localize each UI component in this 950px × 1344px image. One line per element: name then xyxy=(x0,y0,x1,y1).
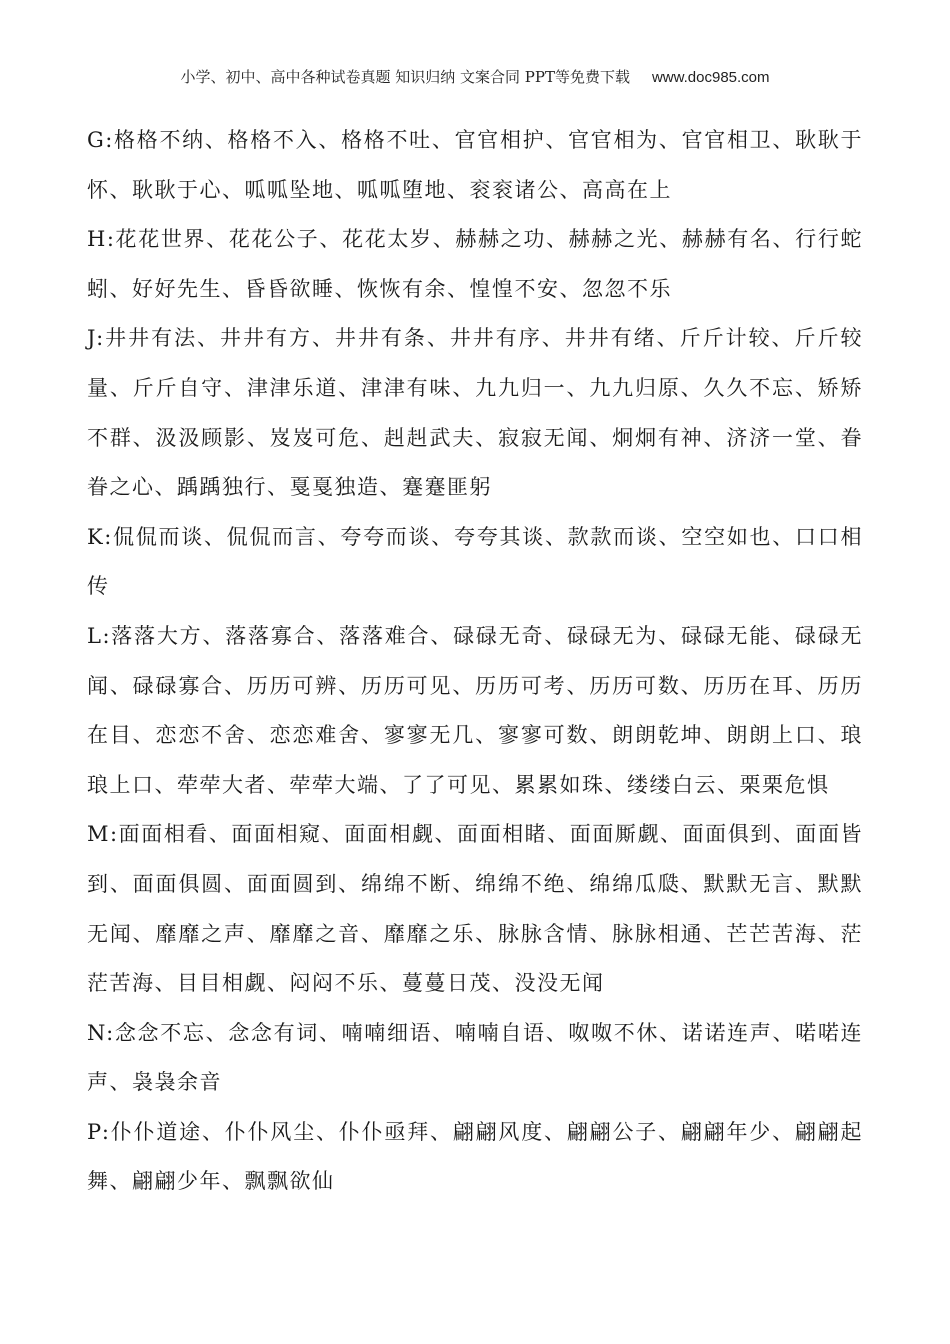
paragraph-p: P:仆仆道途、仆仆风尘、仆仆亟拜、翩翩风度、翩翩公子、翩翩年少、翩翩起舞、翩翩少年、飘飘欲仙 xyxy=(87,1119,863,1194)
paragraph-n: N:念念不忘、念念有词、喃喃细语、喃喃自语、呶呶不休、诺诺连声、喏喏连声、袅袅余音 xyxy=(87,1020,863,1095)
paragraph-l: L:落落大方、落落寡合、落落难合、碌碌无奇、碌碌无为、碌碌无能、碌碌无闻、碌碌寡合、历历可辨、历历可见、历历可考、历历可数、历历在耳、历历在目、恋恋不舍、恋恋难舍、寥寥无几、寥寥可数、朗朗乾坤、朗朗上口、琅琅上口、荦荦大者、荦荦大端、了了可见、累累如珠、缕缕白云、栗栗危惧 xyxy=(87,623,863,797)
document-body xyxy=(87,116,863,1207)
paragraph-h: H:花花世界、花花公子、花花太岁、赫赫之功、赫赫之光、赫赫有名、行行蛇蚓、好好先生、昏昏欲睡、恢恢有余、惶惶不安、忽忽不乐 xyxy=(87,227,863,301)
paragraph-g: G:格格不纳、格格不入、格格不吐、官官相护、官官相为、官官相卫、耿耿于怀、耿耿于心、呱呱坠地、呱呱堕地、衮衮诸公、高高在上 xyxy=(87,128,863,202)
paragraph-j: J:井井有法、井井有方、井井有条、井井有序、井井有绪、斤斤计较、斤斤较量、斤斤自守、津津乐道、津津有味、九九归一、九九归原、久久不忘、矫矫不群、汲汲顾影、岌岌可危、赳赳武夫、寂寂无闻、炯炯有神、济济一堂、眷眷之心、踽踽独行、戛戛独造、蹇蹇匪躬 xyxy=(87,326,863,500)
header-text: 小学、初中、高中各种试卷真题 知识归纳 文案合同 PPT等免费下载 xyxy=(180,68,630,86)
paragraph-k: K:侃侃而谈、侃侃而言、夸夸而谈、夸夸其谈、款款而谈、空空如也、口口相传 xyxy=(87,524,863,599)
header-site-link[interactable]: www.doc985.com xyxy=(651,69,770,86)
paragraph-m: M:面面相看、面面相窥、面面相觑、面面相睹、面面厮觑、面面俱到、面面皆到、面面俱圆、面面圆到、绵绵不断、绵绵不绝、绵绵瓜瓞、默默无言、默默无闻、靡靡之声、靡靡之音、靡靡之乐、脉脉含情、脉脉相通、芒芒苦海、茫茫苦海、目目相觑、闷闷不乐、蔓蔓日茂、没没无闻 xyxy=(87,822,863,996)
page-header xyxy=(0,66,950,87)
